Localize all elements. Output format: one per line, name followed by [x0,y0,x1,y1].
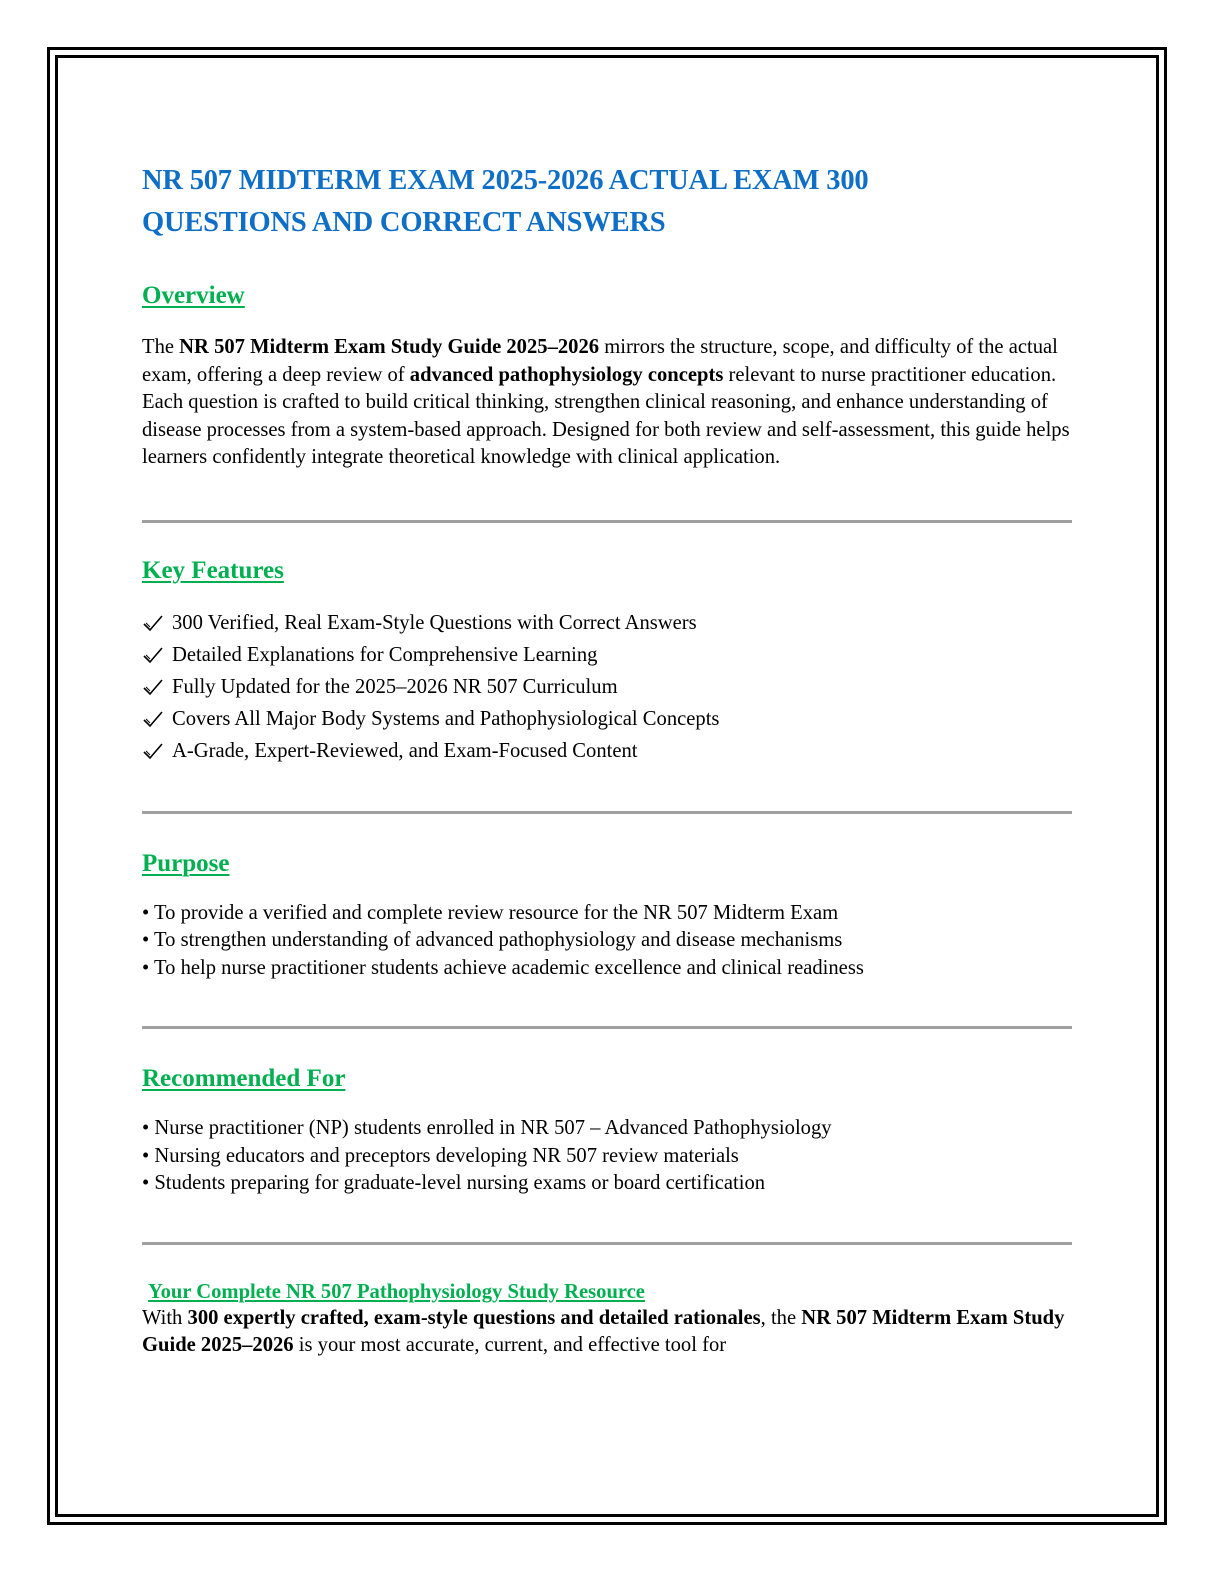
list-item: • Nurse practitioner (NP) students enrolled in NR 507 – Advanced Pathophysiology [142,1117,832,1139]
resource-bold-guide-name: NR 507 Midterm Exam Study Guide 2025–2026 [142,1306,1065,1356]
feature-text: Covers All Major Body Systems and Pathophysiological Concepts [172,707,720,730]
resource-text-with: With [142,1306,188,1329]
purpose-list [142,900,1072,983]
check-mark-icon [142,613,164,633]
overview-text-1: mirrors the structure, scope, and difficulty of the actual exam, offering a deep review of [142,336,1058,386]
resource-text-end: is your most accurate, current, and effective tool for [293,1334,727,1356]
list-item [142,671,1072,703]
check-mark-icon [142,645,164,665]
list-item: • To provide a verified and complete review resource for the NR 507 Midterm Exam [142,901,839,924]
feature-text: A-Grade, Expert-Reviewed, and Exam-Focused Content [172,739,638,762]
overview-bold-guide-name: NR 507 Midterm Exam Study Guide 2025–2026 [179,336,600,358]
resource-bold-questions: 300 expertly crafted, exam-style questions and detailed rationales [187,1306,761,1329]
list-item: • To help nurse practitioner students achieve academic excellence and clinical readiness [142,956,864,979]
check-mark-icon [142,677,164,697]
feature-text: Fully Updated for the 2025–2026 NR 507 Curriculum [172,675,618,698]
key-features-list [142,607,1072,767]
recommended-heading: Recommended For [142,1065,346,1092]
list-item [142,735,1072,767]
overview-paragraph [142,334,1072,472]
key-features-heading: Key Features [142,556,284,584]
list-item [142,703,1072,735]
recommended-list [142,1115,1072,1198]
overview-text-the: The [142,336,180,358]
title-line-1: NR 507 MIDTERM EXAM 2025-2026 ACTUAL EXAM 300 [142,165,869,196]
resource-paragraph [142,1305,1072,1360]
overview-text-2: relevant to nurse practitioner education. Each question is crafted to build critical thinking, strengthen clinical reasoning, and enhance understanding of disease processes from a system-based approach. Designed for both review and self-assessment, this guide helps learners confidently integrate theoretical knowledge with clinical application. [142,363,1070,468]
feature-text: Detailed Explanations for Comprehensive Learning [172,643,598,666]
document-title [142,160,1072,244]
list-item: • Students preparing for graduate-level nursing exams or board certification [142,1172,766,1194]
check-mark-icon [142,741,164,761]
feature-text: 300 Verified, Real Exam-Style Questions with Correct Answers [172,611,697,634]
purpose-heading: Purpose [142,849,230,877]
overview-heading: Overview [142,282,245,309]
list-item [142,639,1072,671]
list-item: • To strengthen understanding of advanced pathophysiology and disease mechanisms [142,929,843,951]
check-mark-icon [142,709,164,729]
document-body [142,160,1072,1360]
title-line-2: QUESTIONS AND CORRECT ANSWERS [142,207,666,238]
list-item: • Nursing educators and preceptors developing NR 507 review materials [142,1144,739,1167]
overview-bold-concepts: advanced pathophysiology concepts [409,363,724,386]
list-item [142,607,1072,639]
resource-heading: Your Complete NR 507 Pathophysiology Study Resource [148,1280,645,1303]
resource-text-the: , the [760,1306,802,1329]
